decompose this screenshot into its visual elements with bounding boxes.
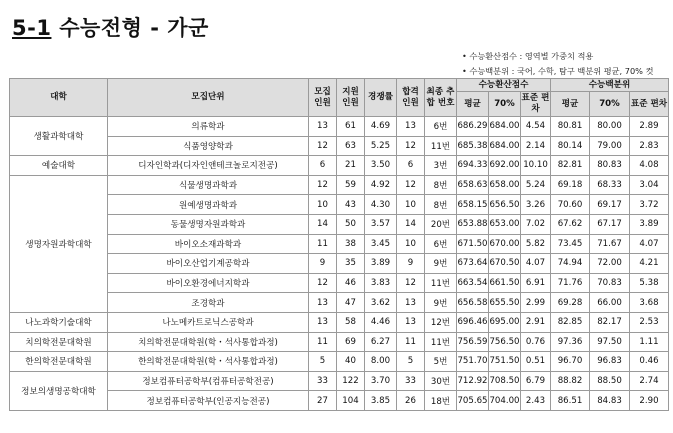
final-rank-cell: 9번 (425, 254, 457, 274)
applicants-cell: 35 (337, 254, 365, 274)
quota-cell: 13 (309, 117, 337, 137)
accepted-cell: 13 (397, 312, 425, 332)
table-row (10, 293, 669, 313)
table-row (10, 136, 669, 156)
pct-70-cell: 97.50 (590, 332, 630, 352)
table-row (10, 214, 669, 234)
pct-avg-cell: 88.82 (551, 371, 590, 391)
accepted-cell: 11 (397, 332, 425, 352)
unit-cell: 정보컴퓨터공학부(컴퓨터공학전공) (108, 371, 309, 391)
accepted-cell: 10 (397, 195, 425, 215)
final-rank-cell: 5번 (425, 352, 457, 372)
score-std-cell: 3.26 (521, 195, 551, 215)
pct-70-cell: 70.83 (590, 273, 630, 293)
pct-avg-cell: 71.76 (551, 273, 590, 293)
pct-avg-cell: 86.51 (551, 391, 590, 411)
unit-cell: 디자인학과(디자인앤테크놀로지전공) (108, 156, 309, 176)
competition-cell: 6.27 (365, 332, 397, 352)
unit-cell: 식품영양학과 (108, 136, 309, 156)
score-70-cell: 684.00 (489, 136, 521, 156)
table-row (10, 234, 669, 254)
score-avg-cell: 673.64 (457, 254, 489, 274)
pct-avg-cell: 80.14 (551, 136, 590, 156)
table-row (10, 312, 669, 332)
pct-avg-cell: 69.18 (551, 175, 590, 195)
col-score-std: 표준 편차 (521, 92, 551, 117)
col-pct-70: 70% (590, 92, 630, 117)
applicants-cell: 38 (337, 234, 365, 254)
competition-cell: 3.70 (365, 371, 397, 391)
col-score-avg: 평균 (457, 92, 489, 117)
score-avg-cell: 686.29 (457, 117, 489, 137)
pct-std-cell: 1.11 (630, 332, 669, 352)
score-avg-cell: 658.63 (457, 175, 489, 195)
pct-avg-cell: 82.81 (551, 156, 590, 176)
pct-70-cell: 79.00 (590, 136, 630, 156)
score-std-cell: 5.24 (521, 175, 551, 195)
score-std-cell: 0.76 (521, 332, 551, 352)
table-row (10, 156, 669, 176)
pct-avg-cell: 70.60 (551, 195, 590, 215)
pct-70-cell: 67.17 (590, 214, 630, 234)
competition-cell: 8.00 (365, 352, 397, 372)
table-row (10, 254, 669, 274)
score-70-cell: 704.00 (489, 391, 521, 411)
score-avg-cell: 671.50 (457, 234, 489, 254)
pct-70-cell: 69.17 (590, 195, 630, 215)
score-70-cell: 658.00 (489, 175, 521, 195)
title-number: 5-1 (12, 16, 52, 40)
pct-std-cell: 3.68 (630, 293, 669, 313)
quota-cell: 13 (309, 312, 337, 332)
quota-cell: 10 (309, 195, 337, 215)
final-rank-cell: 11번 (425, 136, 457, 156)
score-std-cell: 7.02 (521, 214, 551, 234)
accepted-cell: 26 (397, 391, 425, 411)
table-row (10, 371, 669, 391)
table-row (10, 391, 669, 411)
score-avg-cell: 705.65 (457, 391, 489, 411)
accepted-cell: 12 (397, 273, 425, 293)
quota-cell: 11 (309, 234, 337, 254)
unit-cell: 식물생명과학과 (108, 175, 309, 195)
quota-cell: 11 (309, 332, 337, 352)
unit-cell: 치의학전문대학원(학・석사통합과정) (108, 332, 309, 352)
college-cell: 생활과학대학 (10, 117, 108, 156)
col-applicants: 지원 인원 (337, 79, 365, 117)
competition-cell: 3.89 (365, 254, 397, 274)
applicants-cell: 50 (337, 214, 365, 234)
applicants-cell: 21 (337, 156, 365, 176)
competition-cell: 3.85 (365, 391, 397, 411)
accepted-cell: 14 (397, 214, 425, 234)
pct-std-cell: 3.04 (630, 175, 669, 195)
competition-cell: 4.46 (365, 312, 397, 332)
col-pct-avg: 평균 (551, 92, 590, 117)
competition-cell: 4.92 (365, 175, 397, 195)
score-avg-cell: 756.59 (457, 332, 489, 352)
pct-avg-cell: 97.36 (551, 332, 590, 352)
applicants-cell: 63 (337, 136, 365, 156)
quota-cell: 5 (309, 352, 337, 372)
table-row (10, 273, 669, 293)
score-70-cell: 656.50 (489, 195, 521, 215)
final-rank-cell: 3번 (425, 156, 457, 176)
pct-avg-cell: 67.62 (551, 214, 590, 234)
applicants-cell: 122 (337, 371, 365, 391)
score-70-cell: 695.00 (489, 312, 521, 332)
score-avg-cell: 696.46 (457, 312, 489, 332)
accepted-cell: 12 (397, 136, 425, 156)
pct-avg-cell: 69.28 (551, 293, 590, 313)
pct-avg-cell: 80.81 (551, 117, 590, 137)
score-70-cell: 756.50 (489, 332, 521, 352)
pct-70-cell: 82.17 (590, 312, 630, 332)
pct-70-cell: 71.67 (590, 234, 630, 254)
score-std-cell: 0.51 (521, 352, 551, 372)
pct-std-cell: 4.07 (630, 234, 669, 254)
accepted-cell: 13 (397, 117, 425, 137)
title-text: 수능전형 - 가군 (59, 16, 209, 40)
quota-cell: 12 (309, 136, 337, 156)
college-cell: 예술대학 (10, 156, 108, 176)
college-cell: 치의학전문대학원 (10, 332, 108, 352)
final-rank-cell: 11번 (425, 332, 457, 352)
score-std-cell: 2.43 (521, 391, 551, 411)
pct-std-cell: 3.72 (630, 195, 669, 215)
note-line: • 수능백분위 : 국어, 수학, 탐구 백분위 평균, 70% 컷 (462, 66, 654, 76)
score-std-cell: 10.10 (521, 156, 551, 176)
final-rank-cell: 8번 (425, 195, 457, 215)
college-cell: 정보의생명공학대학 (10, 371, 108, 410)
competition-cell: 3.83 (365, 273, 397, 293)
score-70-cell: 653.00 (489, 214, 521, 234)
pct-70-cell: 88.50 (590, 371, 630, 391)
final-rank-cell: 12번 (425, 312, 457, 332)
page-title (12, 12, 209, 42)
col-college: 대학 (10, 79, 108, 117)
score-std-cell: 4.07 (521, 254, 551, 274)
competition-cell: 3.62 (365, 293, 397, 313)
pct-std-cell: 2.89 (630, 117, 669, 137)
applicants-cell: 61 (337, 117, 365, 137)
table-row (10, 195, 669, 215)
unit-cell: 바이오산업기계공학과 (108, 254, 309, 274)
college-cell: 나노과학기술대학 (10, 312, 108, 332)
score-70-cell: 670.00 (489, 234, 521, 254)
applicants-cell: 43 (337, 195, 365, 215)
unit-cell: 정보컴퓨터공학부(인공지능전공) (108, 391, 309, 411)
competition-cell: 5.25 (365, 136, 397, 156)
quota-cell: 27 (309, 391, 337, 411)
applicants-cell: 69 (337, 332, 365, 352)
score-avg-cell: 694.33 (457, 156, 489, 176)
pct-70-cell: 84.83 (590, 391, 630, 411)
score-70-cell: 751.50 (489, 352, 521, 372)
score-std-cell: 2.91 (521, 312, 551, 332)
pct-std-cell: 4.21 (630, 254, 669, 274)
competition-cell: 4.69 (365, 117, 397, 137)
applicants-cell: 59 (337, 175, 365, 195)
competition-cell: 3.57 (365, 214, 397, 234)
score-avg-cell: 658.15 (457, 195, 489, 215)
col-accepted: 합격 인원 (397, 79, 425, 117)
table-body (10, 117, 669, 411)
accepted-cell: 13 (397, 293, 425, 313)
accepted-cell: 10 (397, 234, 425, 254)
applicants-cell: 104 (337, 391, 365, 411)
score-70-cell: 670.50 (489, 254, 521, 274)
competition-cell: 3.50 (365, 156, 397, 176)
pct-std-cell: 3.89 (630, 214, 669, 234)
col-competition: 경쟁률 (365, 79, 397, 117)
score-std-cell: 6.91 (521, 273, 551, 293)
pct-std-cell: 2.90 (630, 391, 669, 411)
pct-std-cell: 2.53 (630, 312, 669, 332)
pct-70-cell: 68.33 (590, 175, 630, 195)
pct-std-cell: 2.74 (630, 371, 669, 391)
score-70-cell: 684.00 (489, 117, 521, 137)
final-rank-cell: 6번 (425, 117, 457, 137)
quota-cell: 12 (309, 175, 337, 195)
unit-cell: 원예생명과학과 (108, 195, 309, 215)
score-std-cell: 2.99 (521, 293, 551, 313)
score-std-cell: 2.14 (521, 136, 551, 156)
pct-avg-cell: 73.45 (551, 234, 590, 254)
col-unit: 모집단위 (108, 79, 309, 117)
pct-std-cell: 5.38 (630, 273, 669, 293)
unit-cell: 동물생명자원과학과 (108, 214, 309, 234)
quota-cell: 6 (309, 156, 337, 176)
group-score: 수능환산점수 (457, 79, 551, 92)
pct-70-cell: 66.00 (590, 293, 630, 313)
unit-cell: 나노메카트로닉스공학과 (108, 312, 309, 332)
score-std-cell: 5.82 (521, 234, 551, 254)
table-row (10, 332, 669, 352)
applicants-cell: 46 (337, 273, 365, 293)
score-avg-cell: 712.92 (457, 371, 489, 391)
final-rank-cell: 8번 (425, 175, 457, 195)
unit-cell: 바이오환경에너지학과 (108, 273, 309, 293)
final-rank-cell: 9번 (425, 293, 457, 313)
pct-70-cell: 96.83 (590, 352, 630, 372)
pct-70-cell: 72.00 (590, 254, 630, 274)
competition-cell: 3.45 (365, 234, 397, 254)
score-70-cell: 661.50 (489, 273, 521, 293)
score-70-cell: 655.50 (489, 293, 521, 313)
pct-avg-cell: 96.70 (551, 352, 590, 372)
score-avg-cell: 656.58 (457, 293, 489, 313)
pct-std-cell: 0.46 (630, 352, 669, 372)
score-avg-cell: 653.88 (457, 214, 489, 234)
table-row (10, 117, 669, 137)
competition-cell: 4.30 (365, 195, 397, 215)
table-row (10, 352, 669, 372)
quota-cell: 14 (309, 214, 337, 234)
score-std-cell: 6.79 (521, 371, 551, 391)
final-rank-cell: 11번 (425, 273, 457, 293)
final-rank-cell: 30번 (425, 371, 457, 391)
unit-cell: 의류학과 (108, 117, 309, 137)
accepted-cell: 5 (397, 352, 425, 372)
final-rank-cell: 18번 (425, 391, 457, 411)
quota-cell: 33 (309, 371, 337, 391)
col-pct-std: 표준 편차 (630, 92, 669, 117)
college-cell: 한의학전문대학원 (10, 352, 108, 372)
score-avg-cell: 685.38 (457, 136, 489, 156)
pct-std-cell: 2.83 (630, 136, 669, 156)
quota-cell: 13 (309, 293, 337, 313)
accepted-cell: 6 (397, 156, 425, 176)
score-avg-cell: 663.54 (457, 273, 489, 293)
score-avg-cell: 751.70 (457, 352, 489, 372)
college-cell: 생명자원과학대학 (10, 175, 108, 312)
notes (462, 49, 653, 79)
accepted-cell: 33 (397, 371, 425, 391)
pct-avg-cell: 74.94 (551, 254, 590, 274)
unit-cell: 한의학전문대학원(학・석사통합과정) (108, 352, 309, 372)
group-percentile: 수능백분위 (551, 79, 669, 92)
applicants-cell: 40 (337, 352, 365, 372)
col-quota: 모집 인원 (309, 79, 337, 117)
score-std-cell: 4.54 (521, 117, 551, 137)
score-70-cell: 692.00 (489, 156, 521, 176)
accepted-cell: 9 (397, 254, 425, 274)
pct-avg-cell: 82.85 (551, 312, 590, 332)
results-table (9, 78, 669, 411)
applicants-cell: 47 (337, 293, 365, 313)
applicants-cell: 58 (337, 312, 365, 332)
pct-70-cell: 80.00 (590, 117, 630, 137)
table-row (10, 175, 669, 195)
unit-cell: 조경학과 (108, 293, 309, 313)
col-final-rank: 최종 추합 번호 (425, 79, 457, 117)
accepted-cell: 12 (397, 175, 425, 195)
final-rank-cell: 6번 (425, 234, 457, 254)
final-rank-cell: 20번 (425, 214, 457, 234)
col-score-70: 70% (489, 92, 521, 117)
table-header (10, 79, 669, 117)
quota-cell: 12 (309, 273, 337, 293)
pct-70-cell: 80.83 (590, 156, 630, 176)
quota-cell: 9 (309, 254, 337, 274)
unit-cell: 바이오소재과학과 (108, 234, 309, 254)
score-70-cell: 708.50 (489, 371, 521, 391)
pct-std-cell: 4.08 (630, 156, 669, 176)
note-line: • 수능환산점수 : 영역별 가중치 적용 (462, 51, 594, 61)
